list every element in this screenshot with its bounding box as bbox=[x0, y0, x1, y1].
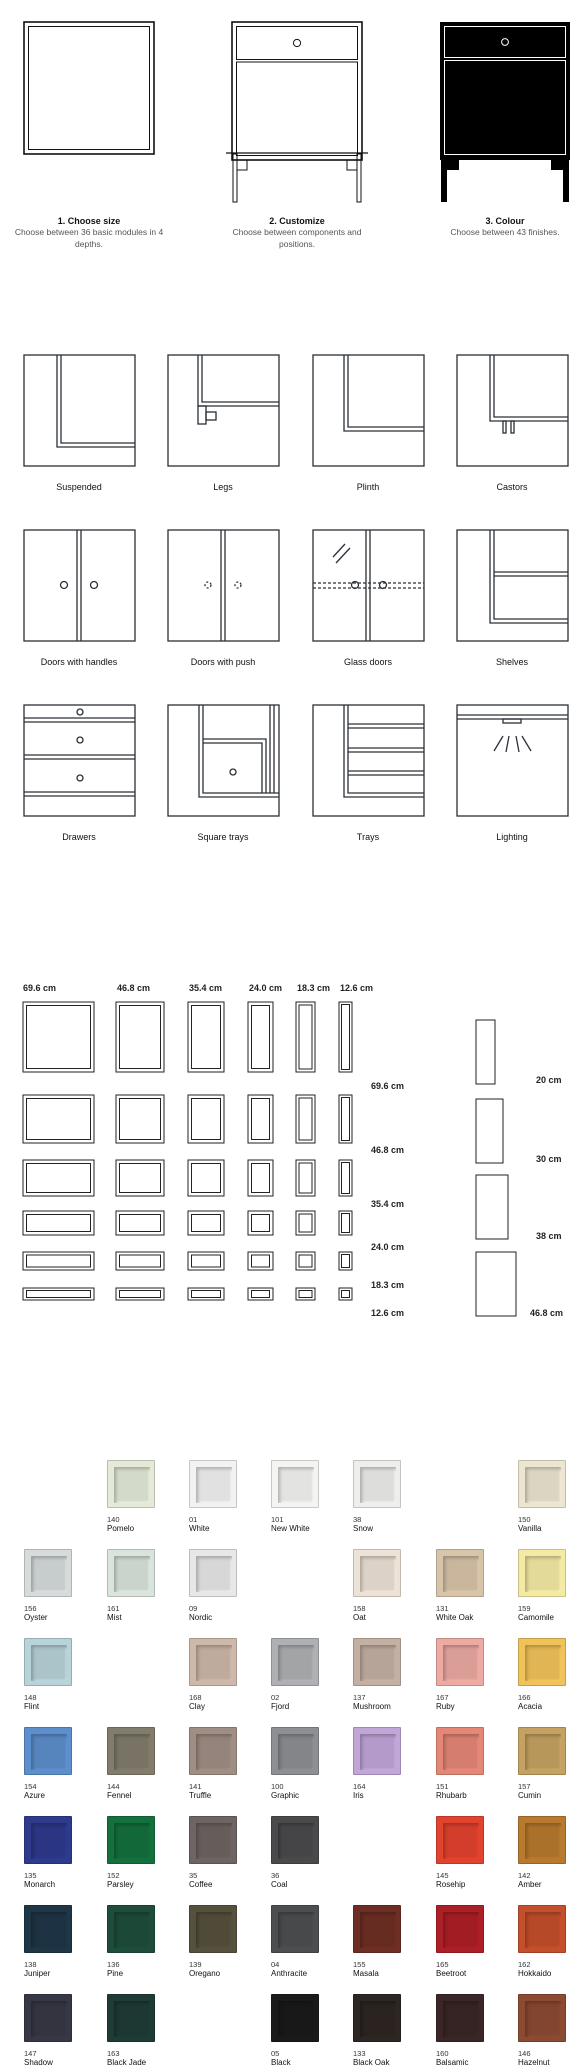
colour-number: 140 bbox=[107, 1515, 120, 1524]
colour-name: Black Jade bbox=[107, 2058, 147, 2067]
colour-number: 159 bbox=[518, 1604, 531, 1613]
colour-number: 101 bbox=[271, 1515, 284, 1524]
swatch-inner bbox=[196, 1912, 232, 1948]
swatch-inner bbox=[31, 2001, 67, 2037]
colour-swatch-shadow[interactable] bbox=[24, 1994, 72, 2042]
colour-number: 142 bbox=[518, 1871, 531, 1880]
height-label: 46.8 cm bbox=[371, 1145, 405, 1155]
colour-swatch-ruby[interactable] bbox=[436, 1638, 484, 1686]
colour-name: Fjord bbox=[271, 1702, 290, 1711]
colour-number: 136 bbox=[107, 1960, 120, 1969]
colour-swatch-flint[interactable] bbox=[24, 1638, 72, 1686]
colour-name: Black bbox=[271, 2058, 291, 2067]
colour-name: New White bbox=[271, 1524, 310, 1533]
step-description: Choose between 43 finishes. bbox=[450, 227, 560, 237]
swatch-inner bbox=[360, 1734, 396, 1770]
colour-number: 163 bbox=[107, 2049, 120, 2058]
colour-number: 100 bbox=[271, 1782, 284, 1791]
components-grid bbox=[0, 350, 585, 840]
colour-swatch-white[interactable] bbox=[189, 1460, 237, 1508]
swatch-inner bbox=[114, 1734, 150, 1770]
colour-number: 164 bbox=[353, 1782, 366, 1791]
swatch-inner bbox=[278, 1912, 314, 1948]
colour-number: 158 bbox=[353, 1604, 366, 1613]
colour-name: Clay bbox=[189, 1702, 206, 1711]
colour-number: 156 bbox=[24, 1604, 37, 1613]
colour-number: 165 bbox=[436, 1960, 449, 1969]
glass-doors-icon bbox=[313, 530, 424, 641]
swatch-inner bbox=[360, 1556, 396, 1592]
colour-number: 35 bbox=[189, 1871, 198, 1880]
width-label: 12.6 cm bbox=[340, 983, 374, 993]
swatch-inner bbox=[31, 1734, 67, 1770]
colour-number: 151 bbox=[436, 1782, 449, 1791]
colour-name: Ruby bbox=[436, 1702, 455, 1711]
colour-number: 09 bbox=[189, 1604, 198, 1613]
colour-name: Cumin bbox=[518, 1791, 542, 1800]
component-label-square-trays: Square trays bbox=[197, 832, 249, 842]
height-label: 35.4 cm bbox=[371, 1199, 405, 1209]
colour-number: 154 bbox=[24, 1782, 37, 1791]
colour-number: 133 bbox=[353, 2049, 366, 2058]
colour-name: Iris bbox=[353, 1791, 364, 1800]
colour-swatch-iris[interactable] bbox=[353, 1727, 401, 1775]
depth-label: 38 cm bbox=[536, 1231, 562, 1241]
colour-number: 160 bbox=[436, 2049, 449, 2058]
swatch-inner bbox=[196, 1734, 232, 1770]
colour-name: Mushroom bbox=[353, 1702, 391, 1711]
colour-name: Black Oak bbox=[353, 2058, 390, 2067]
colour-swatch-clay[interactable] bbox=[189, 1638, 237, 1686]
colour-number: 155 bbox=[353, 1960, 366, 1969]
step-title: 3. Colour bbox=[485, 216, 525, 226]
component-label-drawers: Drawers bbox=[62, 832, 96, 842]
colour-swatch-coal[interactable] bbox=[271, 1816, 319, 1864]
colour-swatch-mist[interactable] bbox=[107, 1549, 155, 1597]
suspended-icon bbox=[24, 355, 135, 466]
swatch-inner bbox=[443, 1645, 479, 1681]
colour-number: 168 bbox=[189, 1693, 202, 1702]
swatch-inner bbox=[114, 1912, 150, 1948]
size-modules-grid bbox=[0, 1000, 585, 1330]
colour-number: 146 bbox=[518, 2049, 531, 2058]
trays-icon bbox=[313, 705, 424, 816]
colour-name: Masala bbox=[353, 1969, 379, 1978]
colour-name: Acacia bbox=[518, 1702, 543, 1711]
colour-swatch-coffee[interactable] bbox=[189, 1816, 237, 1864]
swatch-inner bbox=[278, 1645, 314, 1681]
colour-name: Vanilla bbox=[518, 1524, 542, 1533]
swatch-inner bbox=[525, 1556, 561, 1592]
step-colour bbox=[426, 216, 584, 238]
colour-name: Pine bbox=[107, 1969, 124, 1978]
depth-profile-46 bbox=[476, 1252, 516, 1316]
swatch-inner bbox=[31, 1556, 67, 1592]
width-label: 35.4 cm bbox=[189, 983, 223, 993]
colour-number: 05 bbox=[271, 2049, 280, 2058]
colour-swatch-pomelo[interactable] bbox=[107, 1460, 155, 1508]
colour-swatch-amber[interactable] bbox=[518, 1816, 566, 1864]
step-size bbox=[10, 216, 168, 250]
depth-label: 20 cm bbox=[536, 1075, 562, 1085]
colour-name: White bbox=[189, 1524, 210, 1533]
step-customize-illustration bbox=[226, 22, 368, 202]
swatch-inner bbox=[196, 1823, 232, 1859]
colour-swatch-black-oak[interactable] bbox=[353, 1994, 401, 2042]
colour-name: Oyster bbox=[24, 1613, 48, 1622]
swatch-inner bbox=[114, 1467, 150, 1503]
colour-swatch-juniper[interactable] bbox=[24, 1905, 72, 1953]
colour-number: 135 bbox=[24, 1871, 37, 1880]
colour-swatch-monarch[interactable] bbox=[24, 1816, 72, 1864]
colour-name: White Oak bbox=[436, 1613, 474, 1622]
step-description: Choose between 36 basic modules in 4 depths. bbox=[14, 227, 164, 249]
square-trays-icon bbox=[168, 705, 279, 816]
doors-with-push-icon bbox=[168, 530, 279, 641]
colour-swatch-rosehip[interactable] bbox=[436, 1816, 484, 1864]
depth-profile-38 bbox=[476, 1175, 508, 1239]
swatch-inner bbox=[525, 1734, 561, 1770]
colour-number: 38 bbox=[353, 1515, 362, 1524]
swatch-inner bbox=[525, 1912, 561, 1948]
colour-name: Rhubarb bbox=[436, 1791, 467, 1800]
swatch-inner bbox=[196, 1467, 232, 1503]
colour-swatch-new-white[interactable] bbox=[271, 1460, 319, 1508]
component-label-suspended: Suspended bbox=[56, 482, 102, 492]
colour-number: 166 bbox=[518, 1693, 531, 1702]
swatch-inner bbox=[278, 2001, 314, 2037]
colour-swatch-acacia[interactable] bbox=[518, 1638, 566, 1686]
colour-name: Rosehip bbox=[436, 1880, 466, 1889]
component-label-doors-with-handles: Doors with handles bbox=[40, 657, 118, 667]
step-size-illustration bbox=[24, 22, 154, 154]
component-label-plinth: Plinth bbox=[356, 482, 380, 492]
colour-name: Balsamic bbox=[436, 2058, 469, 2067]
colour-name: Oat bbox=[353, 1613, 366, 1622]
colour-name: Nordic bbox=[189, 1613, 213, 1622]
depth-profile-30 bbox=[476, 1099, 503, 1163]
depth-label: 30 cm bbox=[536, 1154, 562, 1164]
component-label-lighting: Lighting bbox=[496, 832, 528, 842]
lighting-icon bbox=[457, 705, 568, 816]
colour-name: Mist bbox=[107, 1613, 122, 1622]
colour-name: Fennel bbox=[107, 1791, 132, 1800]
swatch-inner bbox=[31, 1823, 67, 1859]
swatch-inner bbox=[196, 1556, 232, 1592]
component-label-glass-doors: Glass doors bbox=[343, 657, 393, 667]
colour-number: 145 bbox=[436, 1871, 449, 1880]
colour-swatch-azure[interactable] bbox=[24, 1727, 72, 1775]
colour-swatch-hazelnut[interactable] bbox=[518, 1994, 566, 2042]
colour-number: 144 bbox=[107, 1782, 120, 1791]
colour-swatch-vanilla[interactable] bbox=[518, 1460, 566, 1508]
colour-swatch-oregano[interactable] bbox=[189, 1905, 237, 1953]
colour-number: 167 bbox=[436, 1693, 449, 1702]
colour-swatch-white-oak[interactable] bbox=[436, 1549, 484, 1597]
colour-number: 157 bbox=[518, 1782, 531, 1791]
colour-name: Hazelnut bbox=[518, 2058, 550, 2067]
colour-number: 161 bbox=[107, 1604, 120, 1613]
swatch-inner bbox=[525, 1467, 561, 1503]
colour-number: 04 bbox=[271, 1960, 280, 1969]
colour-number: 138 bbox=[24, 1960, 37, 1969]
colour-name: Juniper bbox=[24, 1969, 51, 1978]
colour-name: Parsley bbox=[107, 1880, 134, 1889]
colour-number: 139 bbox=[189, 1960, 202, 1969]
colour-swatch-hokkaido[interactable] bbox=[518, 1905, 566, 1953]
colour-name: Beetroot bbox=[436, 1969, 467, 1978]
colour-number: 141 bbox=[189, 1782, 202, 1791]
drawers-icon bbox=[24, 705, 135, 816]
height-label: 18.3 cm bbox=[371, 1280, 405, 1290]
depth-label: 46.8 cm bbox=[530, 1308, 564, 1318]
colour-number: 150 bbox=[518, 1515, 531, 1524]
step-description: Choose between components and positions. bbox=[232, 227, 362, 249]
step-title: 1. Choose size bbox=[57, 216, 121, 226]
colour-number: 147 bbox=[24, 2049, 37, 2058]
swatch-inner bbox=[525, 1823, 561, 1859]
colour-swatch-masala[interactable] bbox=[353, 1905, 401, 1953]
swatch-inner bbox=[196, 1645, 232, 1681]
colour-name: Flint bbox=[24, 1702, 40, 1711]
colour-number: 02 bbox=[271, 1693, 280, 1702]
component-label-trays: Trays bbox=[356, 832, 380, 842]
legs-icon bbox=[168, 355, 279, 466]
colour-name: Anthracite bbox=[271, 1969, 308, 1978]
component-label-castors: Castors bbox=[496, 482, 528, 492]
depth-profile-20 bbox=[476, 1020, 495, 1084]
colour-swatch-camomile[interactable] bbox=[518, 1549, 566, 1597]
colour-name: Pomelo bbox=[107, 1524, 135, 1533]
colour-swatch-black[interactable] bbox=[271, 1994, 319, 2042]
swatch-inner bbox=[525, 1645, 561, 1681]
colour-name: Camomile bbox=[518, 1613, 555, 1622]
colour-swatch-graphic[interactable] bbox=[271, 1727, 319, 1775]
swatch-inner bbox=[360, 2001, 396, 2037]
colour-swatch-black-jade[interactable] bbox=[107, 1994, 155, 2042]
component-label-legs: Legs bbox=[213, 482, 233, 492]
swatch-inner bbox=[443, 1734, 479, 1770]
colour-swatch-oyster[interactable] bbox=[24, 1549, 72, 1597]
height-label: 69.6 cm bbox=[371, 1081, 405, 1091]
swatch-inner bbox=[443, 2001, 479, 2037]
colour-swatch-oat[interactable] bbox=[353, 1549, 401, 1597]
colour-name: Monarch bbox=[24, 1880, 56, 1889]
width-label: 18.3 cm bbox=[297, 983, 331, 993]
height-label: 12.6 cm bbox=[371, 1308, 405, 1318]
doors-with-handles-icon bbox=[24, 530, 135, 641]
colour-name: Graphic bbox=[271, 1791, 300, 1800]
swatch-inner bbox=[443, 1823, 479, 1859]
colour-swatch-nordic[interactable] bbox=[189, 1549, 237, 1597]
colour-swatch-rhubarb[interactable] bbox=[436, 1727, 484, 1775]
swatch-inner bbox=[31, 1645, 67, 1681]
colour-name: Shadow bbox=[24, 2058, 53, 2067]
colour-name: Oregano bbox=[189, 1969, 221, 1978]
width-label: 46.8 cm bbox=[117, 983, 151, 993]
colour-name: Truffle bbox=[189, 1791, 212, 1800]
colour-swatch-fennel[interactable] bbox=[107, 1727, 155, 1775]
swatch-inner bbox=[278, 1467, 314, 1503]
colour-swatch-anthracite[interactable] bbox=[271, 1905, 319, 1953]
colour-swatch-pine[interactable] bbox=[107, 1905, 155, 1953]
colour-swatch-snow[interactable] bbox=[353, 1460, 401, 1508]
swatch-inner bbox=[114, 1556, 150, 1592]
step-customize bbox=[218, 216, 376, 250]
colour-number: 131 bbox=[436, 1604, 449, 1613]
colour-name: Hokkaido bbox=[518, 1969, 552, 1978]
castors-icon bbox=[457, 355, 568, 466]
swatch-inner bbox=[114, 2001, 150, 2037]
swatch-inner bbox=[360, 1467, 396, 1503]
width-label: 69.6 cm bbox=[23, 983, 57, 993]
colour-swatch-fjord[interactable] bbox=[271, 1638, 319, 1686]
colour-name: Snow bbox=[353, 1524, 374, 1533]
swatch-inner bbox=[525, 2001, 561, 2037]
width-label: 24.0 cm bbox=[249, 983, 283, 993]
swatch-inner bbox=[360, 1912, 396, 1948]
colour-name: Coal bbox=[271, 1880, 288, 1889]
component-label-doors-with-push: Doors with push bbox=[190, 657, 256, 667]
colour-swatch-balsamic[interactable] bbox=[436, 1994, 484, 2042]
swatch-inner bbox=[278, 1734, 314, 1770]
colour-name: Azure bbox=[24, 1791, 45, 1800]
swatch-inner bbox=[114, 1823, 150, 1859]
colour-swatch-parsley[interactable] bbox=[107, 1816, 155, 1864]
height-label: 24.0 cm bbox=[371, 1242, 405, 1252]
step-title: 2. Customize bbox=[269, 216, 325, 226]
colour-number: 162 bbox=[518, 1960, 531, 1969]
swatch-inner bbox=[443, 1912, 479, 1948]
plinth-icon bbox=[313, 355, 424, 466]
component-label-shelves: Shelves bbox=[495, 657, 529, 667]
steps-illustrations bbox=[0, 0, 585, 210]
colour-swatch-truffle[interactable] bbox=[189, 1727, 237, 1775]
colour-name: Coffee bbox=[189, 1880, 213, 1889]
colour-number: 148 bbox=[24, 1693, 37, 1702]
colour-number: 152 bbox=[107, 1871, 120, 1880]
colour-number: 36 bbox=[271, 1871, 280, 1880]
swatch-inner bbox=[278, 1823, 314, 1859]
shelves-icon bbox=[457, 530, 568, 641]
swatch-inner bbox=[360, 1645, 396, 1681]
colour-name: Amber bbox=[518, 1880, 542, 1889]
step-colour-illustration bbox=[440, 22, 570, 202]
colour-number: 01 bbox=[189, 1515, 198, 1524]
colour-swatch-beetroot[interactable] bbox=[436, 1905, 484, 1953]
colour-swatch-mushroom[interactable] bbox=[353, 1638, 401, 1686]
colour-number: 137 bbox=[353, 1693, 366, 1702]
swatch-inner bbox=[443, 1556, 479, 1592]
colour-swatch-cumin[interactable] bbox=[518, 1727, 566, 1775]
swatch-inner bbox=[31, 1912, 67, 1948]
